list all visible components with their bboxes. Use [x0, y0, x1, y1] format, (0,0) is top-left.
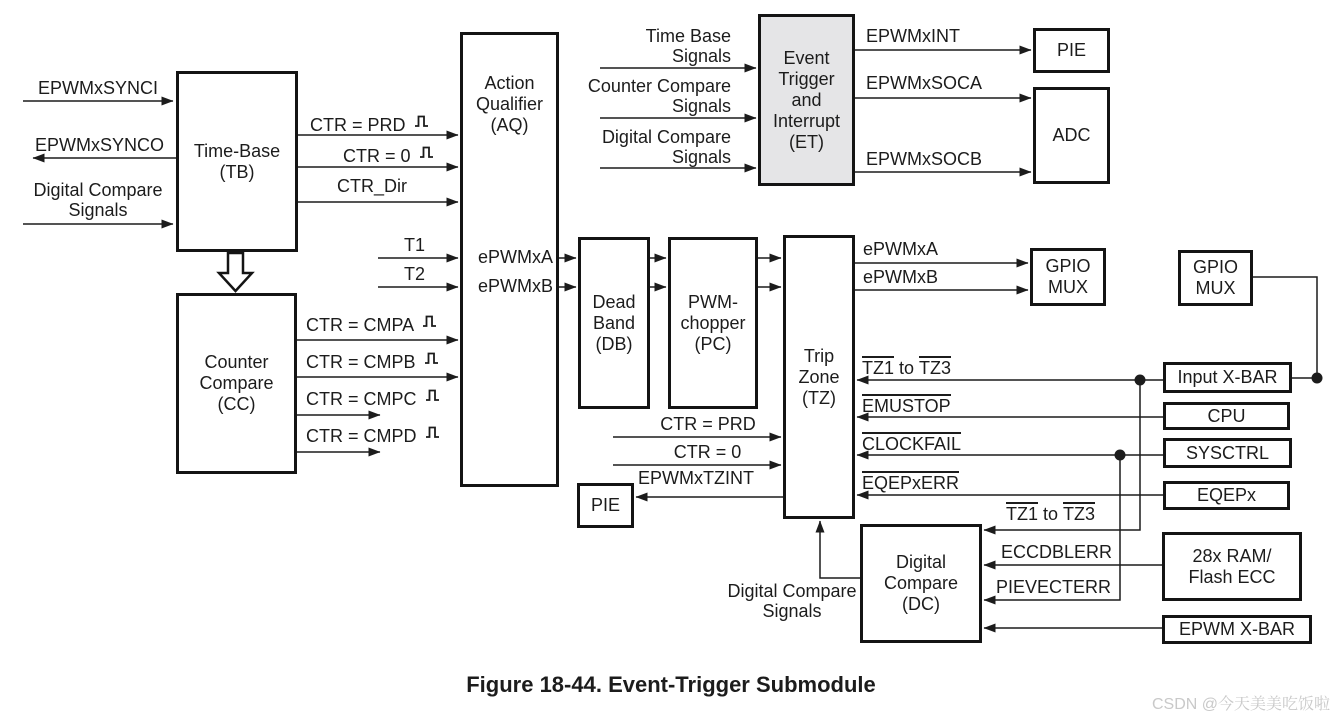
label-line: Compare: [883, 573, 959, 593]
wire-dc-to-tz: [820, 521, 860, 578]
label-line: (CC): [217, 394, 256, 414]
block-pie-bottom: [577, 483, 634, 528]
label-line: (ET): [789, 131, 824, 152]
block-adc: [1033, 87, 1110, 184]
label-line: CTR = CMPA: [306, 315, 415, 335]
label-line: CTR = CMPC: [306, 389, 417, 409]
block-sysctrl: [1163, 438, 1292, 468]
label-line: Digital Compare: [601, 127, 731, 147]
signal-tz1-to-tz3-dc: [1006, 502, 1095, 524]
label-line: Input X-BAR: [1177, 367, 1278, 387]
tb-to-cc-block-arrow: [219, 253, 252, 291]
label-line: Time Base: [645, 26, 731, 46]
label-line: 28x RAM/: [1192, 545, 1272, 566]
signal-tz-epwmxb: ePWMxB: [863, 267, 939, 287]
label-line: PIE: [1056, 40, 1086, 60]
label-line: GPIO: [1192, 257, 1238, 277]
signal-clockfail: [862, 432, 961, 454]
label-line: CTR = CMPB: [306, 352, 416, 372]
signal-digital-compare-signals-left: [24, 180, 172, 220]
label-line: Dead: [592, 291, 636, 312]
label-line: Compare: [199, 373, 274, 393]
signal-epwmxtzint: EPWMxTZINT: [638, 468, 754, 488]
signal-ctr-cmpb: [306, 352, 439, 372]
signal-epwmxsynco: EPWMxSYNCO: [35, 135, 165, 155]
signal-ctr-prd: [310, 115, 429, 135]
signal-counter-compare-signals: [560, 76, 731, 116]
signal-t1: T1: [404, 235, 426, 255]
label-line: PIE: [590, 495, 620, 515]
figure-caption: Figure 18-44. Event-Trigger Submodule: [466, 672, 876, 697]
signal-tz-epwmxa: ePWMxA: [863, 239, 939, 259]
label-line: (DB): [595, 333, 633, 354]
label-line: EQEPxERR: [862, 473, 960, 493]
signal-epwmxsynci: EPWMxSYNCI: [38, 78, 159, 98]
signal-aq-epwmxb: ePWMxB: [477, 276, 553, 296]
label-line: SYSCTRL: [1185, 442, 1270, 463]
block-time-base: [176, 71, 298, 252]
label-line: CPU: [1207, 405, 1246, 426]
label-line: Action: [484, 73, 535, 93]
label-line: MUX: [1195, 278, 1236, 298]
block-ram-flash-ecc: [1162, 532, 1302, 601]
signal-epwmxsoca: EPWMxSOCA: [866, 73, 983, 93]
signal-time-base-signals: [560, 26, 731, 66]
signal-eqepxerr: [862, 471, 959, 493]
label-line: CTR = 0: [343, 146, 411, 166]
label-line: TZ1: [862, 358, 895, 378]
signal-epwmxsocb: EPWMxSOCB: [866, 149, 983, 169]
block-pwm-chopper: [668, 237, 758, 409]
label-line: and: [791, 89, 822, 110]
pulse-icon: [422, 314, 437, 328]
signal-emustop: [862, 394, 951, 416]
pulse-icon: [425, 388, 440, 402]
label-line: PWM-: [688, 291, 738, 312]
label-line: to: [1043, 504, 1059, 524]
block-cpu: [1163, 402, 1290, 430]
block-gpio-mux-left: [1030, 248, 1106, 306]
block-gpio-mux-right: [1178, 250, 1253, 306]
label-line: TZ3: [919, 358, 952, 378]
block-dead-band: [578, 237, 650, 409]
block-epwm-xbar: [1162, 615, 1312, 644]
label-line: Counter: [204, 352, 269, 372]
label-line: (AQ): [490, 115, 529, 135]
label-line: Signals: [671, 96, 731, 116]
label-line: Digital: [895, 552, 947, 572]
signal-ctr-cmpd: [306, 426, 440, 446]
label-line: Band: [592, 312, 636, 333]
label-line: Interrupt: [772, 110, 841, 131]
label-line: Qualifier: [475, 94, 544, 114]
label-line: Digital Compare: [33, 180, 163, 200]
label-line: CTR = CMPD: [306, 426, 417, 446]
label-line: Trigger: [778, 68, 835, 89]
block-digital-compare: [860, 524, 982, 643]
label-line: TZ3: [1063, 504, 1096, 524]
label-line: chopper: [680, 312, 746, 333]
label-line: Trip: [803, 346, 835, 366]
signal-eccdblerr: ECCDBLERR: [1001, 542, 1113, 562]
signal-digital-compare-signals-et: [560, 127, 731, 167]
pulse-icon: [424, 351, 439, 365]
block-trip-zone: [783, 235, 855, 519]
label-line: Flash ECC: [1188, 566, 1276, 587]
label-line: Signals: [68, 200, 128, 220]
signal-t2: T2: [404, 264, 426, 284]
pulse-icon: [425, 425, 440, 439]
signal-tz1-to-tz3: [862, 356, 951, 378]
signal-ctr-cmpc: [306, 389, 440, 409]
signal-ctr-cmpa: [306, 315, 437, 335]
label-line: Counter Compare: [587, 76, 731, 96]
block-eqepx: [1163, 481, 1290, 510]
label-line: MUX: [1048, 277, 1088, 297]
label-line: EPWM X-BAR: [1178, 619, 1295, 639]
label-line: Digital Compare: [727, 581, 857, 601]
label-line: (PC): [694, 333, 732, 354]
label-line: EMUSTOP: [862, 396, 951, 416]
label-line: Signals: [671, 46, 731, 66]
label-line: CTR = PRD: [310, 115, 406, 135]
signal-ctr-dir: CTR_Dir: [337, 176, 407, 196]
block-input-xbar: [1163, 362, 1292, 393]
signal-pievecterr: PIEVECTERR: [996, 577, 1112, 597]
label-line: Zone: [798, 367, 840, 387]
watermark: CSDN @今天美美吃饭啦: [1151, 696, 1330, 713]
signal-ctr-0-tz: CTR = 0: [673, 442, 742, 462]
label-line: Time-Base: [193, 140, 281, 161]
signal-digital-compare-signals-dc: [717, 581, 867, 621]
pulse-icon: [419, 145, 434, 159]
signal-ctr-0: [343, 146, 434, 166]
label-line: ADC: [1052, 125, 1091, 145]
label-line: TZ1: [1006, 504, 1039, 524]
label-line: Event: [783, 47, 830, 68]
signal-ctr-prd-tz: CTR = PRD: [660, 414, 756, 434]
block-counter-compare: [176, 293, 297, 474]
label-line: (TZ): [802, 388, 836, 408]
pulse-icon: [414, 114, 429, 128]
block-pie-top: [1033, 28, 1110, 73]
label-line: Signals: [762, 601, 822, 621]
label-line: CLOCKFAIL: [862, 434, 962, 454]
signal-epwmxint: EPWMxINT: [866, 26, 960, 46]
label-line: Signals: [671, 147, 731, 167]
label-line: (DC): [902, 594, 940, 614]
label-line: EQEPx: [1196, 485, 1257, 505]
signal-aq-epwmxa: ePWMxA: [477, 247, 553, 267]
label-line: GPIO: [1045, 256, 1091, 276]
block-event-trigger: [758, 14, 855, 186]
label-line: to: [899, 358, 915, 378]
label-line: (TB): [219, 161, 255, 182]
